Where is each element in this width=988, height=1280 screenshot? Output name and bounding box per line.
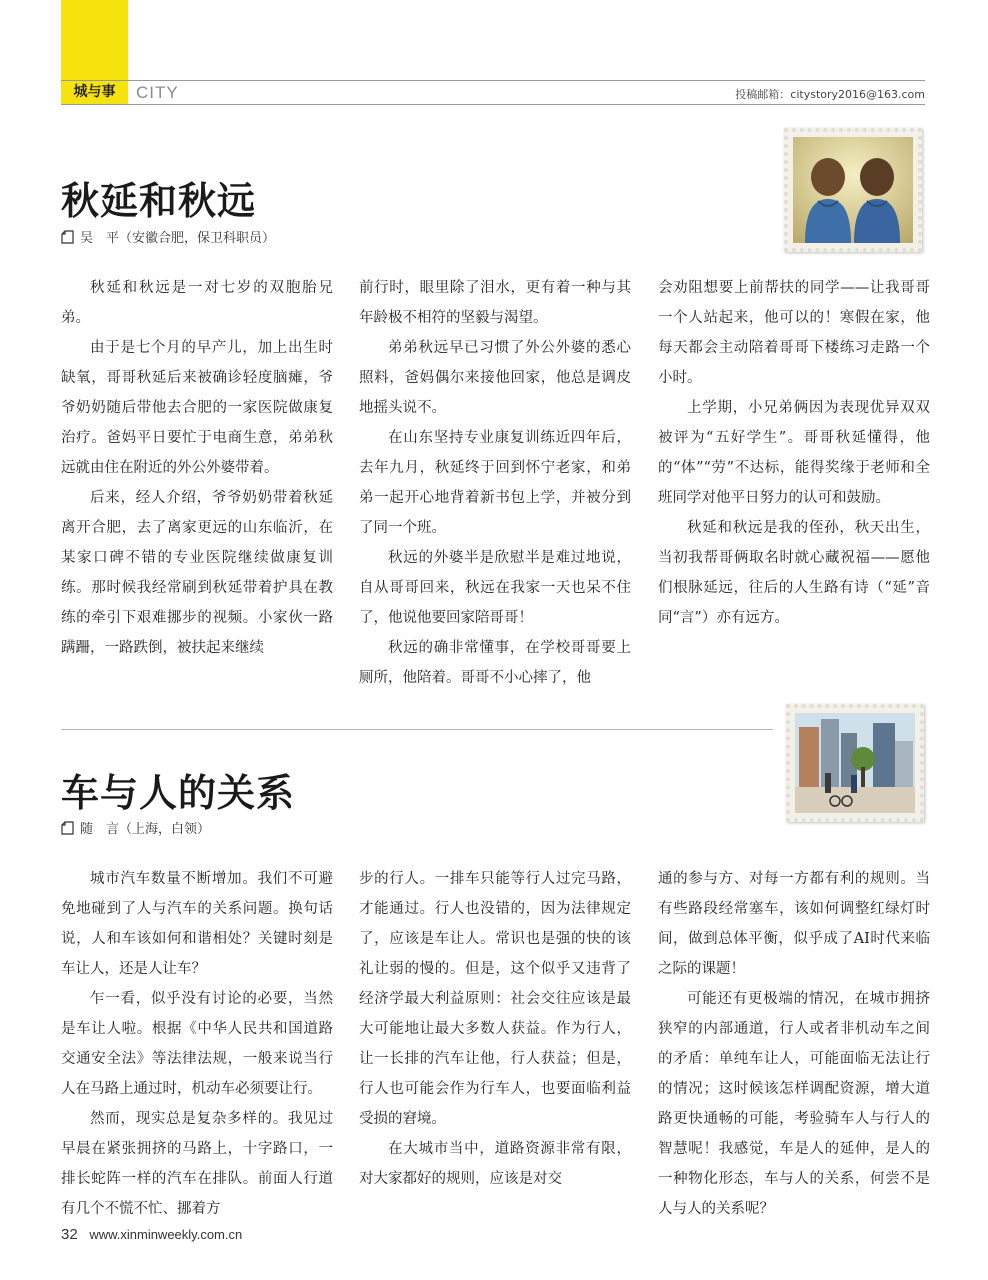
paragraph: 通的参与方、对每一方都有利的规则。当有些路段经常塞车，该如何调整红绿灯时间，做到总体平衡，似乎成了AI时代来临之际的课题！ [658, 871, 930, 977]
paragraph: 会劝阻想要上前帮扶的同学——让我哥哥一个人站起来，他可以的！寒假在家，他每天都会主动陪着哥哥下楼练习走路一个小时。 [658, 280, 930, 386]
submission-email: 投稿邮箱：citystory2016@163.com [735, 88, 925, 101]
paragraph: 上学期，小兄弟俩因为表现优异双双被评为“五好学生”。哥哥秋延懂得，他的“体”“劳”不达标，能得奖缘于老师和全班同学对他平日努力的认可和鼓励。 [658, 400, 930, 506]
city-street-photo-icon [795, 713, 915, 813]
page-footer [61, 1226, 242, 1243]
article-title-2: 车与人的关系 [61, 771, 296, 815]
article1-column-1 [61, 273, 333, 663]
paragraph: 由于是七个月的早产儿，加上出生时缺氧，哥哥秋延后来被确诊轻度脑瘫，爷爷奶奶随后带他去合肥的一家医院做康复治疗。爸妈平日要忙于电商生意，弟弟秋远就由住在附近的外公外婆带着。 [61, 340, 333, 476]
paragraph: 秋延和秋远是一对七岁的双胞胎兄弟。 [61, 280, 333, 326]
paragraph: 可能还有更极端的情况，在城市拥挤狭窄的内部通道，行人或者非机动车之间的矛盾：单纯车让人，可能面临无法让行的情况；这时候该怎样调配资源，增大道路更快通畅的可能，考验骑车人与行人的智慧呢！我感觉，车是人的延伸，是人的一种物化形态，车与人的关系，何尝不是人与人的关系呢？ [658, 991, 930, 1217]
article-divider [61, 729, 773, 730]
paragraph: 然而，现实总是复杂多样的。我见过早晨在紧张拥挤的马路上，十字路口，一排长蛇阵一样的汽车在排队。前面人行道有几个不慌不忙、挪着方 [61, 1111, 333, 1217]
paragraph: 前行时，眼里除了泪水，更有着一种与其年龄极不相符的坚毅与渴望。 [359, 280, 631, 326]
byline-text: 吴 平（安徽合肥，保卫科职员） [80, 231, 276, 246]
byline-text: 随 言（上海，白领） [80, 822, 211, 837]
article-byline-2 [61, 818, 210, 837]
paragraph: 城市汽车数量不断增加。我们不可避免地碰到了人与汽车的关系问题。换句话说，人和车该如何和谐相处？关键时刻是车让人，还是人让车？ [61, 871, 333, 977]
header-rule-top [61, 80, 925, 81]
article2-column-1 [61, 864, 333, 1224]
paragraph: 在大城市当中，道路资源非常有限，对大家都好的规则，应该是对交 [359, 1141, 631, 1187]
article1-column-2 [359, 273, 631, 693]
website-link[interactable]: www.xinminweekly.com.cn [89, 1227, 243, 1242]
pen-icon [61, 821, 74, 835]
header-color-block [61, 0, 128, 80]
section-label-en: CITY [136, 83, 179, 102]
paragraph: 乍一看，似乎没有讨论的必要，当然是车让人啦。根据《中华人民共和国道路交通安全法》等法律法规，一般来说当行人在马路上通过时，机动车必须要让行。 [61, 991, 333, 1097]
paragraph: 弟弟秋远早已习惯了外公外婆的悉心照料，爸妈偶尔来接他回家，他总是调皮地摇头说不。 [359, 340, 631, 416]
header-rule-bottom [61, 104, 925, 105]
paragraph: 秋远的外婆半是欣慰半是难过地说，自从哥哥回来，秋远在我家一天也呆不住了，他说他要回家陪哥哥！ [359, 550, 631, 626]
paragraph: 在山东坚持专业康复训练近四年后，去年九月，秋延终于回到怀宁老家，和弟弟一起开心地背着新书包上学，并被分到了同一个班。 [359, 430, 631, 536]
photo-stamp-2 [786, 704, 924, 822]
page-number: 32 [61, 1226, 78, 1243]
section-badge: 城与事 [61, 81, 128, 104]
pen-icon [61, 230, 74, 244]
paragraph: 秋远的确非常懂事，在学校哥哥要上厕所，他陪着。哥哥不小心摔了，他 [359, 640, 631, 686]
photo-stamp-1 [784, 128, 922, 252]
article-title-1: 秋延和秋远 [61, 179, 257, 223]
two-boys-photo-icon [793, 137, 913, 243]
article1-column-3 [658, 273, 930, 633]
article2-column-3 [658, 864, 930, 1224]
article2-column-2 [359, 864, 631, 1194]
paragraph: 后来，经人介绍，爷爷奶奶带着秋延离开合肥，去了离家更远的山东临沂，在某家口碑不错的专业医院继续做康复训练。那时候我经常刷到秋延带着护具在教练的牵引下艰难挪步的视频。小家伙一路蹒跚，一路跌倒，被扶起来继续 [61, 490, 333, 656]
paragraph: 步的行人。一排车只能等行人过完马路，才能通过。行人也没错的，因为法律规定了，应该是车让人。常识也是强的快的该礼让弱的慢的。但是，这个似乎又违背了经济学最大利益原则：社会交往应该是最大可能地让最大多数人获益。作为行人，让一长排的汽车让他，行人获益；但是，行人也可能会作为行车人，也要面临利益受损的窘境。 [359, 871, 631, 1127]
paragraph: 秋延和秋远是我的侄孙，秋天出生，当初我帮哥俩取名时就心藏祝福——愿他们根脉延远，往后的人生路有诗（“延”音同“言”）亦有远方。 [658, 520, 930, 626]
article-byline-1 [61, 227, 275, 246]
